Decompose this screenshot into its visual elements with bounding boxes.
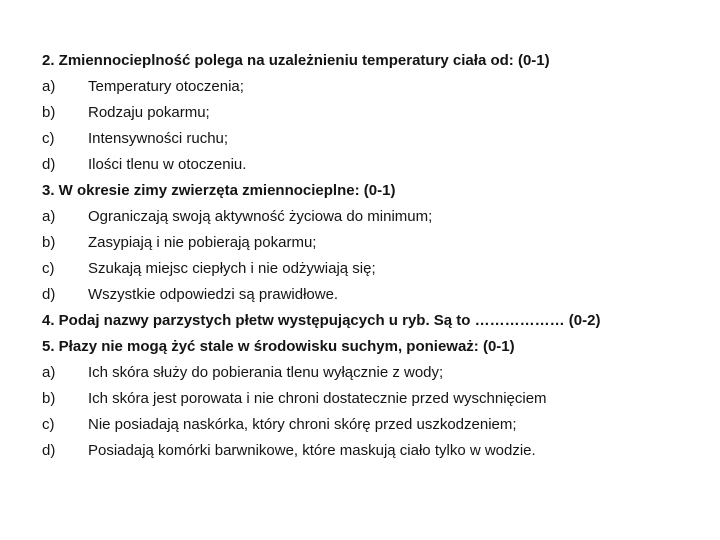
option-text: Zasypiają i nie pobierają pokarmu; xyxy=(88,234,317,251)
question-3-option-b xyxy=(42,230,696,256)
question-2-option-a xyxy=(42,74,696,100)
option-letter: d) xyxy=(42,156,56,173)
option-text: Rodzaju pokarmu; xyxy=(88,104,210,121)
option-text: Temperatury otoczenia; xyxy=(88,78,244,95)
question-3-title: 3. W okresie zimy zwierzęta zmiennocieplne: (0-1) xyxy=(42,182,396,199)
option-text: Posiadają komórki barwnikowe, które maskują ciało tylko w wodzie. xyxy=(88,442,536,459)
question-4-title: 4. Podaj nazwy parzystych płetw występujących u ryb. Są to ……………… (0-2) xyxy=(42,312,601,329)
option-letter: a) xyxy=(42,208,56,225)
question-2-title: 2. Zmiennocieplność polega na uzależnieniu temperatury ciała od: (0-1) xyxy=(42,52,550,69)
option-text: Ilości tlenu w otoczeniu. xyxy=(88,156,247,173)
question-2-option-c xyxy=(42,126,696,152)
question-5-option-b xyxy=(42,386,696,412)
question-5-title: 5. Płazy nie mogą żyć stale w środowisku suchym, ponieważ: (0-1) xyxy=(42,338,515,355)
option-text: Ich skóra jest porowata i nie chroni dostatecznie przed wyschnięciem xyxy=(88,390,547,407)
option-text: Wszystkie odpowiedzi są prawidłowe. xyxy=(88,286,339,303)
option-text: Intensywności ruchu; xyxy=(88,130,229,147)
question-3-option-c xyxy=(42,256,696,282)
option-text: Ograniczają swoją aktywność życiowa do minimum; xyxy=(88,208,433,225)
question-5-option-a xyxy=(42,360,696,386)
option-letter: c) xyxy=(42,130,55,147)
question-5-option-d xyxy=(42,438,696,464)
question-3-option-a xyxy=(42,204,696,230)
question-2-option-b xyxy=(42,100,696,126)
option-letter: c) xyxy=(42,260,55,277)
question-3-option-d xyxy=(42,282,696,308)
option-letter: b) xyxy=(42,234,56,251)
option-letter: d) xyxy=(42,442,56,459)
option-letter: a) xyxy=(42,78,56,95)
option-text: Nie posiadają naskórka, który chroni skórę przed uszkodzeniem; xyxy=(88,416,517,433)
option-text: Ich skóra służy do pobierania tlenu wyłącznie z wody; xyxy=(88,364,444,381)
option-letter: b) xyxy=(42,104,56,121)
option-text: Szukają miejsc ciepłych i nie odżywiają się; xyxy=(88,260,376,277)
option-letter: a) xyxy=(42,364,56,381)
option-letter: b) xyxy=(42,390,56,407)
question-5-option-c xyxy=(42,412,696,438)
option-letter: c) xyxy=(42,416,55,433)
option-letter: d) xyxy=(42,286,56,303)
question-2-option-d xyxy=(42,152,696,178)
